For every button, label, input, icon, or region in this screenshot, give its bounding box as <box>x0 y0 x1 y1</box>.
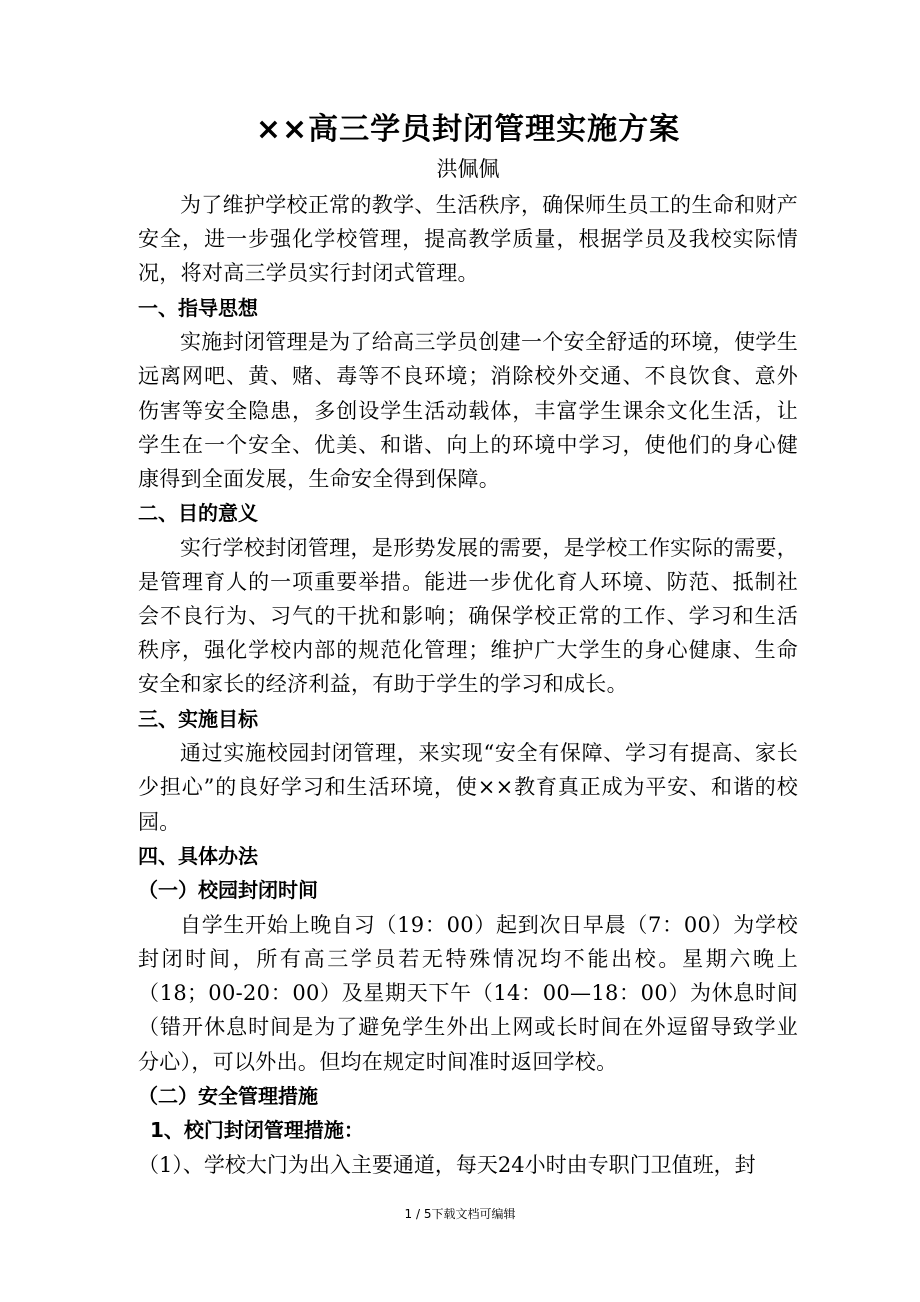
section-heading-purpose: 二、目的意义 <box>138 501 258 526</box>
intro-paragraph: 为了维护学校正常的教学、生活秩序，确保师生员工的生命和财产安全，进一步强化学校管理，提高教学质量，根据学员及我校实际情况，将对高三学员实行封闭式管理。 <box>138 193 798 286</box>
point-heading-gate-closure: 1、校门封闭管理措施： <box>150 1118 364 1143</box>
section-heading-methods: 四、具体办法 <box>138 843 258 868</box>
document-page <box>138 108 798 1182</box>
section-body-purpose: 实行学校封闭管理，是形势发展的需要，是学校工作实际的需要，是管理育人的一项重要举措。能进一步优化育人环境、防范、抵制社会不良行为、习气的干扰和影响；确保学校正常的工作、学习和生活秩序，强化学校内部的规范化管理；维护广大学生的身心健康、生命安全和家长的经济利益，有助于学生的学习和成长。 <box>138 535 798 697</box>
subsection-heading-safety-measures: （二）安全管理措施 <box>138 1083 318 1108</box>
document-author: 洪佩佩 <box>436 157 500 181</box>
section-heading-guiding-ideology: 一、指导思想 <box>138 295 258 320</box>
page-footer: 1 / 5下载文档可编辑 <box>404 1207 516 1221</box>
document-title: ××高三学员封闭管理实施方案 <box>255 112 681 147</box>
section-heading-goals: 三、实施目标 <box>138 706 258 731</box>
subsection-heading-closure-time: （一）校园封闭时间 <box>138 878 318 903</box>
section-body-goals: 通过实施校园封闭管理，来实现“安全有保障、学习有提高、家长少担心”的良好学习和生活环境，使××教育真正成为平安、和谐的校园。 <box>138 741 798 834</box>
list-item-main-gate: （1）、学校大门为出入主要通道，每天24小时由专职门卫值班，封 <box>138 1152 756 1177</box>
section-body-guiding-ideology: 实施封闭管理是为了给高三学员创建一个安全舒适的环境，使学生远离网吧、黄、赌、毒等不良环境；消除校外交通、不良饮食、意外伤害等安全隐患，多创设学生活动载体，丰富学生课余文化生活，让学生在一个安全、优美、和谐、向上的环境中学习，使他们的身心健康得到全面发展，生命安全得到保障。 <box>138 330 798 491</box>
subsection-body-closure-time: 自学生开始上晚自习（19：00）起到次日早晨（7：00）为学校封闭时间，所有高三学员若无特殊情况均不能出校。星期六晚上（18；00-20：00）及星期天下午（14：00—18：00）为休息时间（错开休息时间是为了避免学生外出上网或长时间在外逗留导致学业分心），可以外出。但均在规定时间准时返回学校。 <box>138 912 798 1074</box>
